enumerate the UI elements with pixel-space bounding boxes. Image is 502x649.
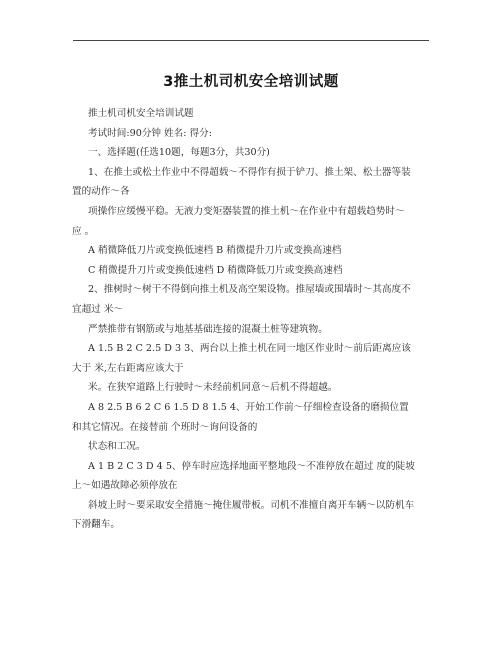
question-1-line-3: 项操作应缓慢平稳。无液力变矩器装置的推土机～在作业中有超载趋势时～ [88, 205, 405, 217]
question-1-line-2: 置的动作～各 [72, 186, 130, 198]
question-2-line-3: 严禁推带有钢筋或与地基基础连接的混凝土桩等建筑物。 [88, 323, 328, 335]
question-4-line-1: A 8 2.5 B 6 2 C 6 1.5 D 8 1.5 4、开始工作前～仔细检查设备的磨损位置 [88, 401, 409, 413]
subtitle-line: 推土机司机安全培训试题 [88, 108, 194, 119]
document-body [72, 104, 418, 535]
question-1-line-4: 应 。 [72, 225, 95, 237]
question-2-line-1: 2、推树时～树干不得倒向推土机及高空架设物。推屋墙或围墙时～其高度不 [88, 284, 411, 296]
section-heading: 一、选择题(任选10题，每题3分，共30分) [88, 147, 270, 159]
question-5-line-4: 下滑翻车。 [72, 519, 120, 531]
question-2-line-2: 宜超过 米～ [72, 303, 124, 315]
question-5-line-2: 上～如遇故障必须停放在 [72, 480, 178, 492]
exam-info-line: 考试时间:90分钟 姓名: 得分: [88, 127, 212, 139]
question-5-line-3: 斜坡上时～要采取安全措施～掩住履带板。司机不准擅自离开车辆～以防机车 [88, 499, 415, 511]
question-3-line-2: 大于 米,左右距离应该大于 [72, 362, 184, 374]
header-rule [73, 40, 429, 41]
question-1-options-cd: C 稍微提升刀片或变换低速档 D 稍微降低刀片或变换高速档 [88, 264, 343, 276]
question-5-line-1: A 1 B 2 C 3 D 4 5、停车时应选择地面平整地段～不准停放在超过 度的陡坡 [88, 460, 415, 472]
question-1-line-1: 1、在推土或松土作业中不得超载～不得作有损于铲刀、推土架、松土器等装 [88, 166, 411, 178]
question-4-line-2: 和其它情况。在接替前 个班时～询问设备的 [72, 421, 258, 433]
document-title: 3推土机司机安全培训试题 [163, 74, 339, 90]
question-3-line-1: A 1.5 B 2 C 2.5 D 3 3、两台以上推土机在同一地区作业时～前后距离应该 [88, 343, 411, 355]
question-3-line-3: 米。在狭窄道路上行驶时～未经前机同意～后机不得超越。 [88, 382, 338, 394]
question-4-line-3: 状态和工况。 [88, 441, 146, 453]
question-1-options-ab: A 稍微降低刀片或变换低速档 B 稍微提升刀片或变换高速档 [88, 245, 342, 257]
